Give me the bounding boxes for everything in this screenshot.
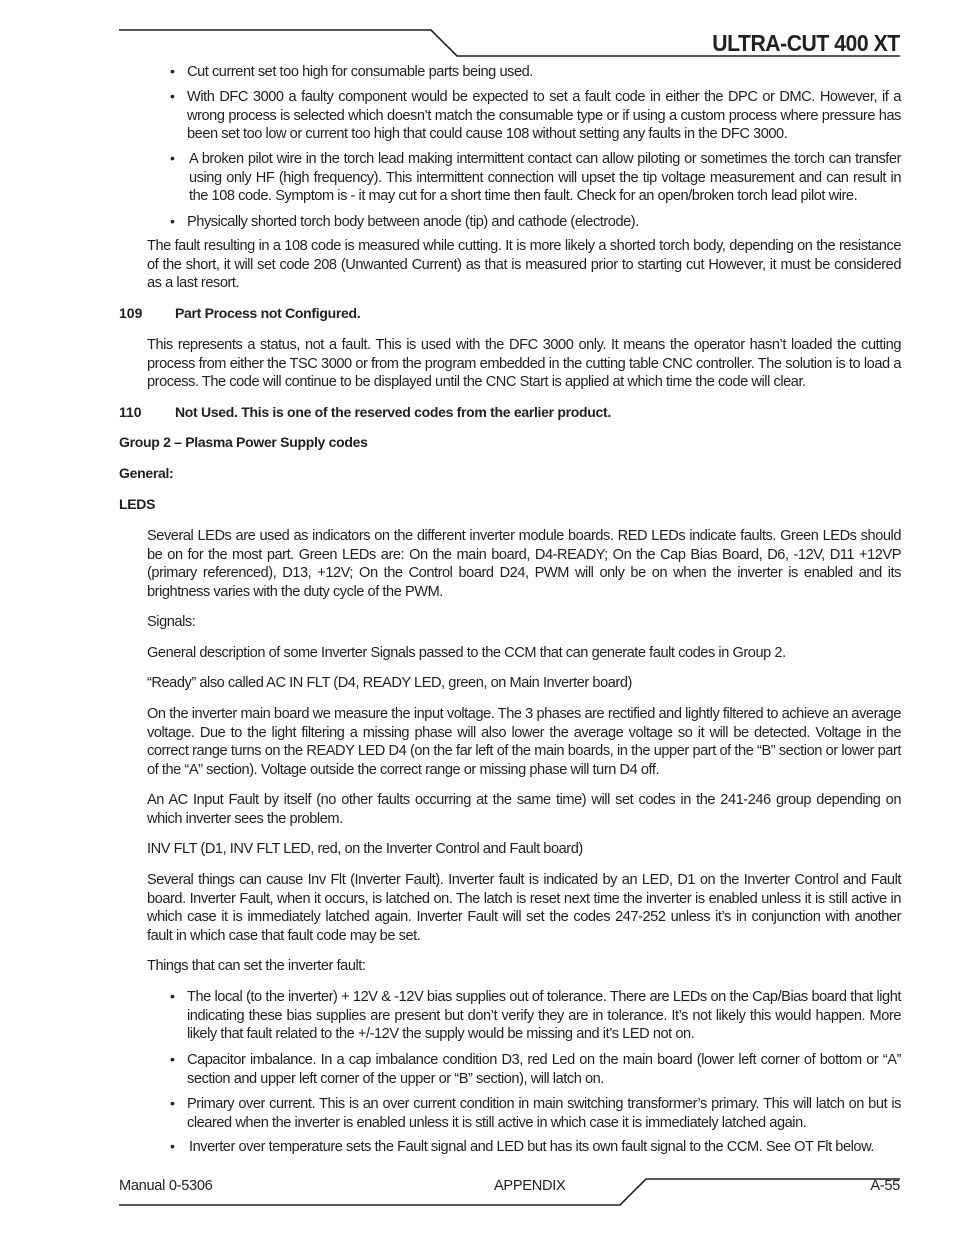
paragraph: Several LEDs are used as indicators on the different inverter module boards. RED LEDs indicate faults. Green LEDs should be on for the most part. Green LEDs are: On the main board, D4-READY; On the Cap Bias Board, D6, -12V, D11 +12VP (primary referenced), D13, +12V; On the Control board D24, PWM will only be on when the inverter is enabled and its brightness varies with the duty cycle of the PWM. [147,528,901,601]
footer-page-number: A-55 [870,1178,900,1194]
list-item: With DFC 3000 a faulty component would be expected to set a fault code in either the DPC or DMC. However, if a wrong process is selected which doesn’t match the consumable type or if using a custom process where pressure has been set too low or current too high that could cause 108 without setting any faults in the DFC 3000. [187,89,901,143]
subheading: General: [119,465,174,481]
bullet-icon: • [170,63,175,79]
bullet-icon: • [170,1051,175,1067]
code-title: Not Used. This is one of the reserved codes from the earlier product. [175,404,611,420]
code-number: 110 [119,404,142,420]
code-title: Part Process not Configured. [175,305,361,321]
list-item: Inverter over temperature sets the Fault signal and LED but has its own fault signal to the CCM. See OT Flt below. [189,1139,874,1155]
list-item: Cut current set too high for consumable parts being used. [187,64,533,80]
bullet-icon: • [170,213,175,229]
paragraph: “Ready” also called AC IN FLT (D4, READY LED, green, on Main Inverter board) [147,675,632,691]
subheading: LEDS [119,496,156,512]
section-heading: Group 2 – Plasma Power Supply codes [119,434,368,450]
footer-manual: Manual 0-5306 [119,1178,213,1194]
list-item: A broken pilot wire in the torch lead making intermittent contact can allow piloting or sometimes the torch can transfer using only HF (high frequency). This intermittent connection will upset the tip voltage measurement and can result in the 108 code. Symptom is - it may cut for a short time then fault. Check for an open/broken torch lead pilot wire. [189,151,901,205]
bullet-icon: • [170,150,175,166]
bullet-icon: • [170,1138,175,1154]
paragraph: General description of some Inverter Signals passed to the CCM that can generate fault codes in Group 2. [147,645,786,661]
bullet-icon: • [170,1095,175,1111]
paragraph: Several things can cause Inv Flt (Inverter Fault). Inverter fault is indicated by an LED, D1 on the Inverter Control and Fault board. Inverter Fault, when it occurs, is latched on. The latch is reset next time the inverter is enabled unless it is still active in which case it is immediately latched again. Inverter Fault will set the codes 247-252 unless it’s in conjunction with another fault in which case that fault code may be set. [147,872,901,945]
paragraph: An AC Input Fault by itself (no other faults occurring at the same time) will set codes in the 241-246 group depending on which inverter sees the problem. [147,792,901,827]
paragraph: Signals: [147,614,196,630]
code-number: 109 [119,305,143,321]
document-title: ULTRA-CUT 400 XT [712,30,900,56]
paragraph: Things that can set the inverter fault: [147,958,366,974]
paragraph: The fault resulting in a 108 code is measured while cutting. It is more likely a shorted torch body, depending on the resistance of the short, it will set code 208 (Unwanted Current) as that is measured prior to starting cut However, it must be considered as a last resort. [147,238,901,292]
list-item: Capacitor imbalance. In a cap imbalance condition D3, red Led on the main board (lower left corner of bottom or “A” section and upper left corner of the upper or “B” section), will latch on. [187,1052,901,1087]
footer-section: APPENDIX [494,1178,566,1194]
list-item: Physically shorted torch body between anode (tip) and cathode (electrode). [187,214,639,230]
list-item: Primary over current. This is an over current condition in main switching transformer’s primary. This will latch on but is cleared when the inverter is enabled unless it is still active in which case it is immediately latched again. [187,1096,901,1131]
paragraph: On the inverter main board we measure the input voltage. The 3 phases are rectified and lightly filtered to achieve an average voltage. Due to the light filtering a missing phase will also lower the average voltage so it will be detected. Voltage in the correct range turns on the READY LED D4 (on the far left of the main boards, in the upper part of the “B” section or lower part of the “A” section). Voltage outside the correct range or missing phase will turn D4 off. [147,706,901,779]
bullet-icon: • [170,988,175,1004]
bullet-icon: • [170,88,175,104]
paragraph: INV FLT (D1, INV FLT LED, red, on the Inverter Control and Fault board) [147,841,583,857]
paragraph: This represents a status, not a fault. This is used with the DFC 3000 only. It means the operator hasn’t loaded the cutting process from either the TSC 3000 or from the program embedded in the cutting table CNC controller. The solution is to load a process. The code will continue to be displayed until the CNC Start is applied at which time the code will clear. [147,337,901,391]
list-item: The local (to the inverter) + 12V & -12V bias supplies out of tolerance. There are LEDs on the Cap/Bias board that light indicating these bias supplies are present but don’t verify they are in tolerance. It’s not likely this would happen. More likely that fault related to the +/-12V the supply would be missing and it’s LED not on. [187,989,901,1043]
